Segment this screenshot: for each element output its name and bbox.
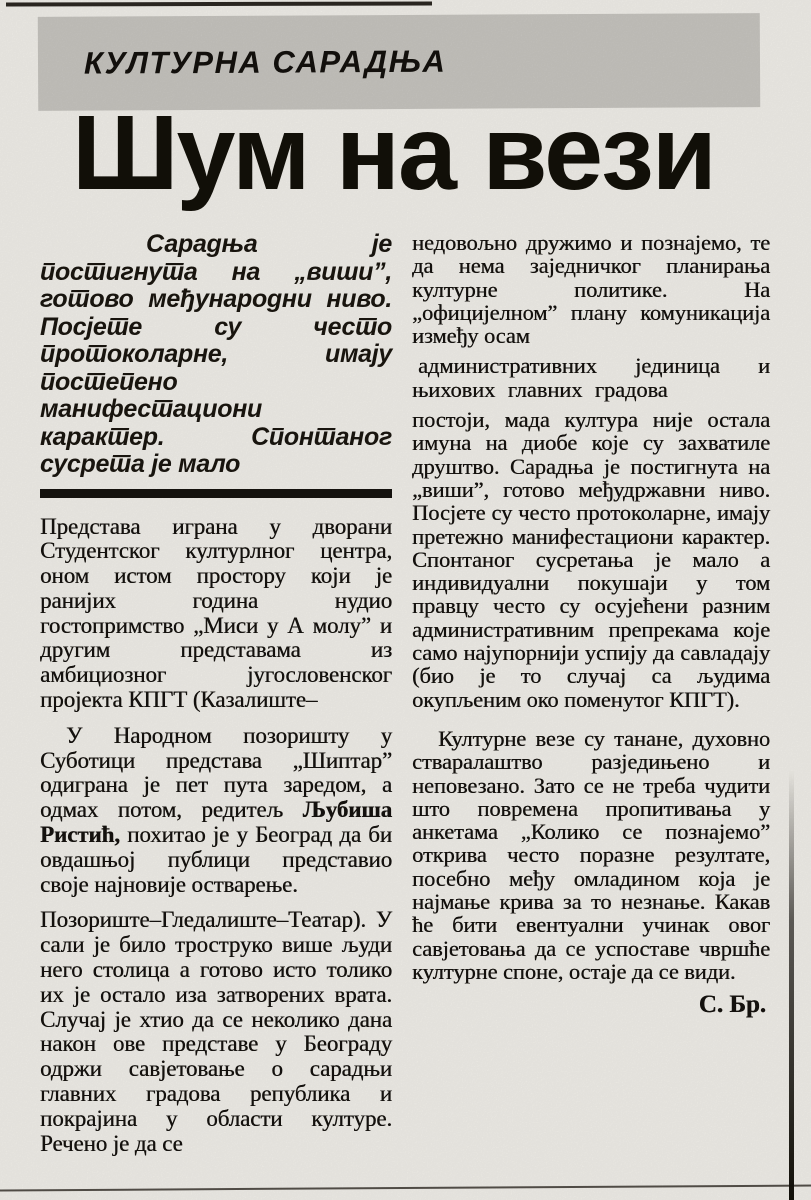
scan-edge-line: [789, 770, 794, 1200]
left-column: [40, 231, 392, 1167]
paragraph: недовољно дружимо и познајемо, те да нема заједничког планирања културне политике. На „официјелном” плану комуникација између осам: [412, 230, 770, 349]
scan-top-rule: [6, 1, 432, 6]
byline: С. Бр.: [698, 991, 766, 1019]
paragraph: административних јединица и њихових главних градова: [412, 353, 770, 402]
paragraph-text: похитао је у Београд да би овдашњој публици представио своје најновије остварење.: [40, 822, 392, 897]
paragraph: Културне везе су танане, духовно стваралаштво разједињено и неповезано. Зато се не треба чудити што повремена пропитивања у анкетама „Колико се познајемо” открива често поразне резултате, посебно међу омладином која је најмање крива за то незнање. Какав ће бити евентуални учинак овог савјетовања да се успоставе чвршће културне споне, остаје да се види.: [412, 725, 770, 984]
lede-paragraph: Сарадња је постигнута на „виши”, готово међународни ниво. Посјете су често протоколарне, имају постепено манифестациони карактер. Спонтаног сусрета је мало: [40, 230, 392, 478]
right-column: [412, 231, 770, 1167]
person-name: Љубиша Ристић,: [40, 797, 392, 848]
bottom-rule: [0, 1184, 811, 1191]
paragraph: Представа играна у дворани Студентског културлног центра, оном истом простору који је ранијих година нудио гостопримство „Миси у А молу” и другим представама из амбициозног југословенског пројекта КПГТ (Казалиште–: [40, 513, 392, 713]
paragraph: Позориште–Гледалиште–Театар). У сали је било троструко више људи него столица а готово исто толико их је остало иза затворених врата. Случај је хтио да се неколико дана након ове представе у Београду одржи савјетовање о сарадњи главних градова република и покрајина у области културе. Речено је да се: [40, 907, 392, 1156]
kicker-label: КУЛТУРНА САРАДЊА: [83, 43, 447, 81]
paragraph: постоји, мада култура није остала имуна на диобе које су захватиле друштво. Сарадња је постигнута на „виши”, готово међудржавни ниво. Посјете су често протоколарне, имају претежно манифестациони карактер. Спонтаног сусретања је мало а индивидуални покушаји у том правцу често су осујећени разним административним препрекама које само најупорнији успију да савладају (био је то случај са људима окупљеним око поменутог КПГТ).: [412, 407, 770, 712]
article-columns: [40, 231, 770, 1167]
paragraph-text: У Народном позоришту у Суботици представа „Шиптар” одиграна је пет пута заредом, а одмах потом, редитељ: [40, 722, 392, 823]
divider-rule: [40, 489, 392, 498]
paragraph: [40, 724, 392, 898]
headline: Шум на вези: [72, 94, 715, 212]
